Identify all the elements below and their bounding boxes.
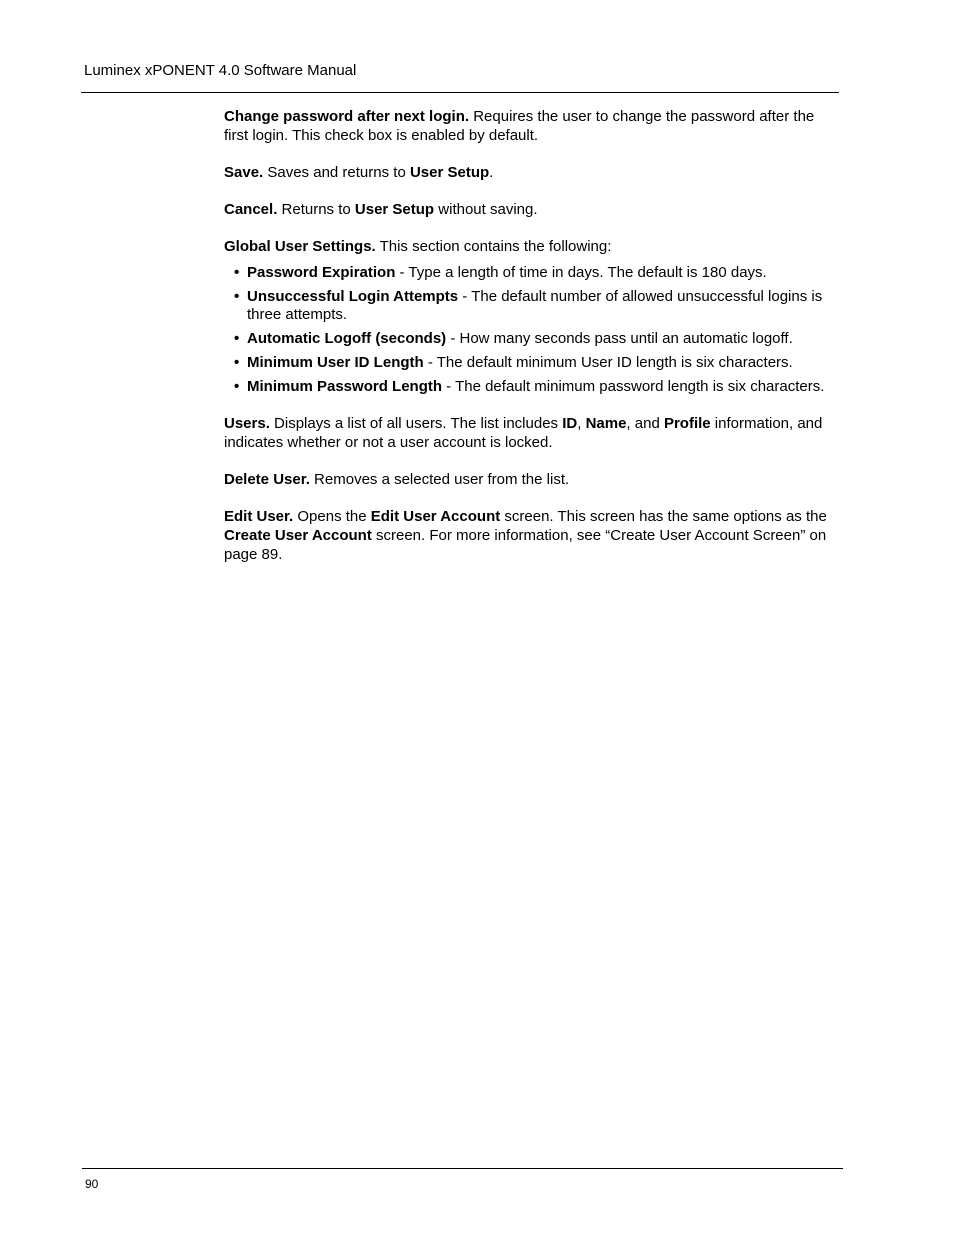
term-save: Save. <box>224 164 264 181</box>
term-delete-user: Delete User. <box>224 471 310 488</box>
ref-id: ID <box>562 415 578 432</box>
paragraph-delete-user <box>224 470 842 489</box>
list-item <box>224 288 842 324</box>
bullet-term: Automatic Logoff (seconds) <box>247 330 447 347</box>
ref-user-setup: User Setup <box>409 164 490 181</box>
term-users: Users. <box>224 415 270 432</box>
desc-users-2: information, and indicates whether or not a user account is locked. <box>224 415 823 451</box>
bullet-text: - Type a length of time in days. The default is 180 days. <box>395 264 767 281</box>
desc-change-password: Requires the user to change the password after the first login. This check box is enabled by default. <box>224 108 815 144</box>
paragraph-edit-user <box>224 507 842 564</box>
desc-users-sep-2: , and <box>626 415 664 432</box>
header-divider <box>81 92 839 93</box>
bullet-icon: • <box>234 354 240 371</box>
ref-create-user-account: Create User Account <box>224 527 372 544</box>
bullet-icon: • <box>234 378 240 395</box>
ref-edit-user-account: Edit User Account <box>370 508 501 525</box>
page-header-title: Luminex xPONENT 4.0 Software Manual <box>84 62 357 79</box>
ref-name: Name <box>585 415 627 432</box>
desc-edit-user-2: screen. This screen has the same options as the <box>500 508 827 525</box>
paragraph-save <box>224 163 842 182</box>
desc-edit-user-1: Opens the <box>293 508 371 525</box>
desc-users-sep-1: , <box>577 415 586 432</box>
bullet-term: Password Expiration <box>247 264 396 281</box>
list-item <box>224 330 842 348</box>
desc-global-user-settings: This section contains the following: <box>375 238 612 255</box>
global-settings-list <box>224 264 842 396</box>
term-cancel: Cancel. <box>224 201 278 218</box>
bullet-icon: • <box>234 288 240 305</box>
list-item <box>224 264 842 282</box>
term-edit-user: Edit User. <box>224 508 294 525</box>
desc-users-1: Displays a list of all users. The list includes <box>269 415 563 432</box>
bullet-icon: • <box>234 264 240 281</box>
ref-profile: Profile <box>663 415 711 432</box>
desc-edit-user-3: screen. For more information, see “Create User Account Screen” on page 89. <box>224 527 827 563</box>
term-change-password: Change password after next login. <box>224 108 470 125</box>
bullet-icon: • <box>234 330 240 347</box>
page-number: 90 <box>85 1177 99 1191</box>
list-item <box>224 354 842 372</box>
main-content <box>224 107 842 582</box>
bullet-text: - The default number of allowed unsuccessful logins is three attempts. <box>247 288 823 323</box>
bullet-text: - How many seconds pass until an automatic logoff. <box>446 330 793 347</box>
bullet-text: - The default minimum password length is six characters. <box>442 378 825 395</box>
desc-cancel-2: without saving. <box>434 201 538 218</box>
bullet-term: Minimum Password Length <box>247 378 443 395</box>
bullet-term: Minimum User ID Length <box>247 354 424 371</box>
bullet-term: Unsuccessful Login Attempts <box>247 288 459 305</box>
paragraph-cancel <box>224 200 842 219</box>
footer-divider <box>82 1168 843 1169</box>
desc-save-2: . <box>489 164 494 181</box>
ref-user-setup: User Setup <box>354 201 435 218</box>
desc-delete-user: Removes a selected user from the list. <box>309 471 570 488</box>
paragraph-users <box>224 414 842 452</box>
paragraph-global-user-settings <box>224 237 842 256</box>
desc-save-1: Saves and returns to <box>263 164 410 181</box>
bullet-text: - The default minimum User ID length is six characters. <box>423 354 793 371</box>
list-item <box>224 378 842 396</box>
paragraph-change-password <box>224 107 842 145</box>
term-global-user-settings: Global User Settings. <box>224 238 376 255</box>
desc-cancel-1: Returns to <box>277 201 355 218</box>
